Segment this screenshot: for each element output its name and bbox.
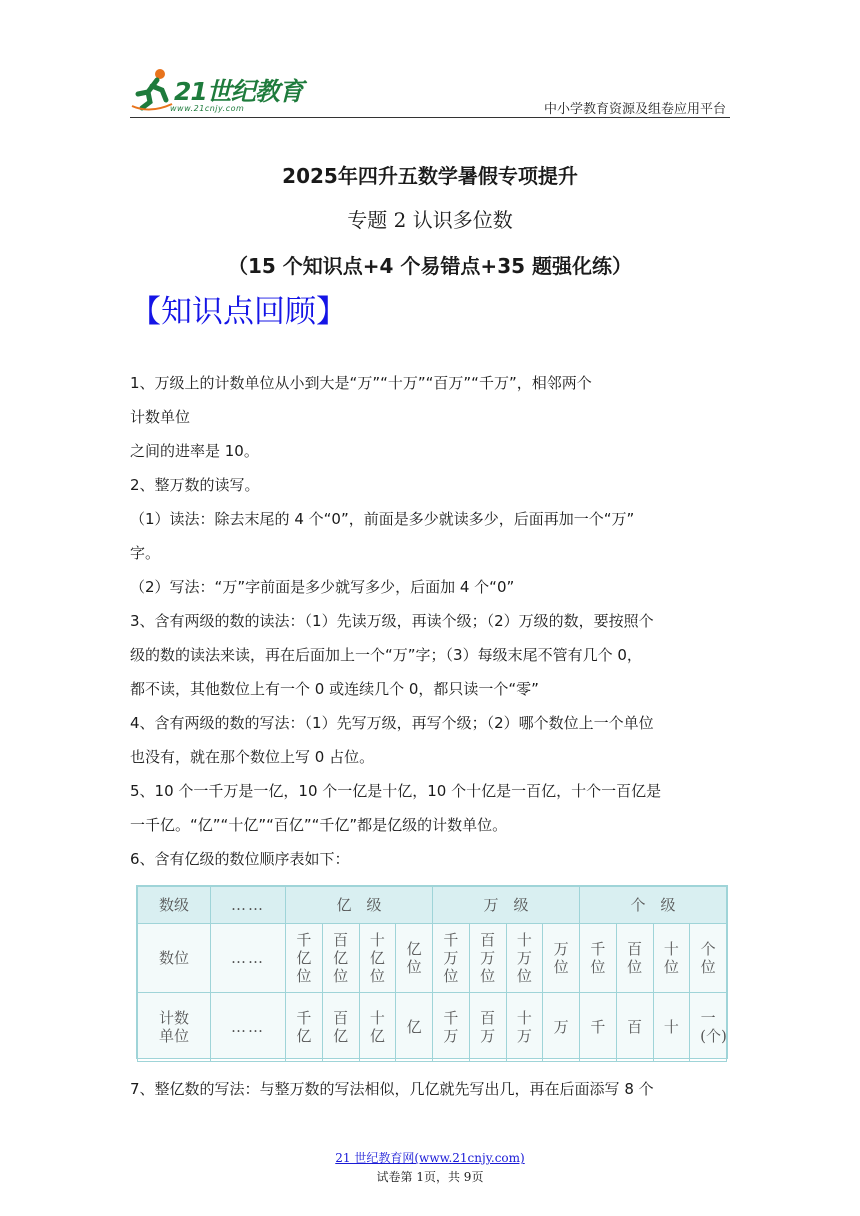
ellipsis-cell: …… <box>211 993 286 1062</box>
unit-cell: 万 <box>543 993 580 1062</box>
knowledge-points <box>130 366 730 876</box>
unit-cell: 千 <box>580 993 617 1062</box>
place-cell: 千亿位 <box>286 924 323 993</box>
unit-cell: 十亿 <box>359 993 396 1062</box>
place-cell: 个位 <box>690 924 727 993</box>
place-cell: 百位 <box>616 924 653 993</box>
logo <box>130 66 303 116</box>
document-subtitle: 专题 2 认识多位数 <box>347 208 513 232</box>
page-number: 试卷第 1页，共 9页 <box>376 1170 484 1184</box>
section-heading: 【知识点回顾】 <box>130 294 347 330</box>
place-cell: 千万位 <box>433 924 470 993</box>
unit-cell: 千万 <box>433 993 470 1062</box>
unit-cell: 百万 <box>469 993 506 1062</box>
paragraph: 5、10 个一千万是一亿，10 个一亿是十亿，10 个十亿是一百亿，十个一百亿是 <box>130 782 662 800</box>
place-cell: 亿位 <box>396 924 433 993</box>
row-label: 数位 <box>138 924 211 993</box>
paragraph: 都不读，其他数位上有一个 0 或连续几个 0，都只读一个“零” <box>130 680 539 698</box>
unit-cell: 十 <box>653 993 690 1062</box>
row-label: 数级 <box>138 887 211 924</box>
footer-link[interactable]: 21 世纪教育网(www.21cnjy.com) <box>335 1151 525 1165</box>
place-cell: 十亿位 <box>359 924 396 993</box>
row-label: 计数单位 <box>138 993 211 1062</box>
level-cell: 个 级 <box>580 887 727 924</box>
unit-cell: 十万 <box>506 993 543 1062</box>
paragraph: 1、万级上的计数单位从小到大是“万”“十万”“百万”“千万”，相邻两个 <box>130 374 592 392</box>
paragraph: 4、含有两级的数的写法：（1）先写万级，再写个级；（2）哪个数位上一个单位 <box>130 714 654 732</box>
level-cell: 亿 级 <box>286 887 433 924</box>
place-cell: 百万位 <box>469 924 506 993</box>
unit-cell: 百 <box>616 993 653 1062</box>
paragraph: 3、含有两级的数的读法：（1）先读万级，再读个级；（2）万级的数，要按照个 <box>130 612 654 630</box>
place-cell: 万位 <box>543 924 580 993</box>
ellipsis-cell: …… <box>211 887 286 924</box>
table-row <box>138 993 727 1062</box>
place-value-grid <box>137 886 727 1062</box>
table-row <box>138 924 727 993</box>
paragraph: 之间的进率是 10。 <box>130 442 259 460</box>
page-footer <box>0 1149 860 1185</box>
place-cell: 百亿位 <box>322 924 359 993</box>
paragraph: （2）写法：“万”字前面是多少就写多少，后面加 4 个“0” <box>130 578 515 596</box>
place-cell: 十万位 <box>506 924 543 993</box>
paragraph: 也没有，就在那个数位上写 0 占位。 <box>130 748 375 766</box>
page-header <box>130 62 730 120</box>
paragraph: 字。 <box>130 544 161 562</box>
paragraph: 一千亿。“亿”“十亿”“百亿”“千亿”都是亿级的计数单位。 <box>130 816 508 834</box>
header-divider <box>130 117 730 118</box>
unit-cell: 一(个) <box>690 993 727 1062</box>
paragraph: 计数单位 <box>130 408 191 426</box>
paragraph: 2、整万数的读写。 <box>130 476 260 494</box>
unit-cell: 亿 <box>396 993 433 1062</box>
table-row <box>138 887 727 924</box>
paragraph: 7、整亿数的写法：与整万数的写法相似，几亿就先写出几，再在后面添写 8 个 <box>130 1080 654 1098</box>
logo-url: www.21cnjy.com <box>170 104 245 113</box>
document-scope: （15 个知识点+4 个易错点+35 题强化练） <box>228 254 632 278</box>
platform-name: 中小学教育资源及组卷应用平台 <box>543 102 726 117</box>
paragraph: （1）读法：除去末尾的 4 个“0”，前面是多少就读多少，后面再加一个“万” <box>130 510 635 528</box>
logo-text: 21世纪教育 <box>174 77 303 106</box>
paragraph: 级的数的读法来读，再在后面加上一个“万”字；（3）每级末尾不管有几个 0， <box>130 646 642 664</box>
ellipsis-cell: …… <box>211 924 286 993</box>
level-cell: 万 级 <box>433 887 580 924</box>
place-cell: 千位 <box>580 924 617 993</box>
document-title: 2025年四升五数学暑假专项提升 <box>282 164 578 188</box>
place-cell: 十位 <box>653 924 690 993</box>
runner-icon <box>130 66 174 112</box>
unit-cell: 千亿 <box>286 993 323 1062</box>
paragraph: 6、含有亿级的数位顺序表如下： <box>130 850 350 868</box>
place-value-table <box>136 885 728 1059</box>
unit-cell: 百亿 <box>322 993 359 1062</box>
